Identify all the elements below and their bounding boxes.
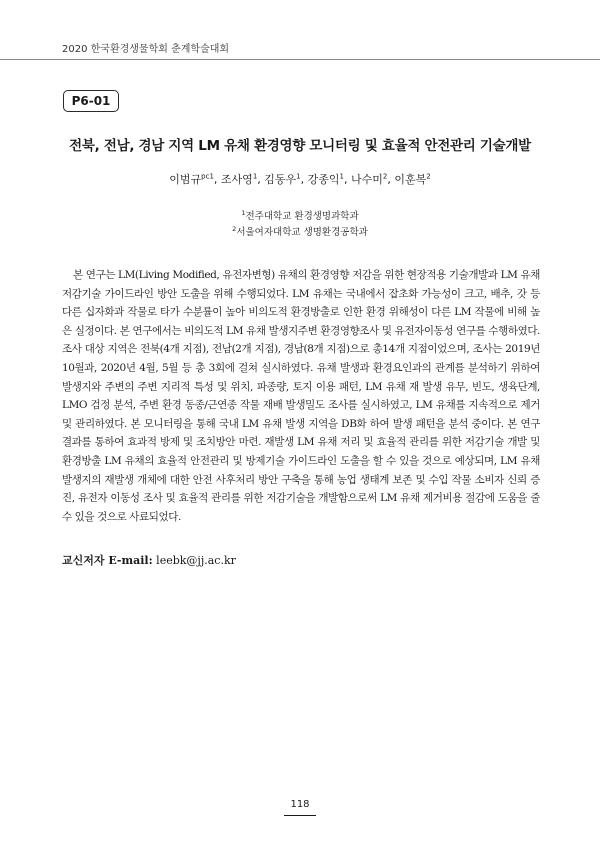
author-name: 나수미 xyxy=(351,173,383,186)
paper-title: 전북, 전남, 경남 지역 LM 유채 환경영향 모니터링 및 효율적 안전관리 기술개발 xyxy=(69,138,531,154)
author-separator: , xyxy=(257,173,265,186)
author-name: 이범규 xyxy=(169,173,202,186)
page-number: 118 xyxy=(290,799,310,810)
author-separator: , xyxy=(387,173,395,186)
affiliation-text: 서울여자대학교 생명환경공학과 xyxy=(236,227,368,238)
author-affiliation-marker: 2 xyxy=(382,172,388,181)
running-header: 2020 한국환경생물학회 춘계학술대회 xyxy=(62,44,230,55)
contact-email[interactable]: leebk@jj.ac.kr xyxy=(156,554,236,567)
header-divider xyxy=(0,59,600,60)
author-affiliation-marker: 1 xyxy=(339,172,344,181)
author-separator: , xyxy=(213,173,221,186)
author-affiliation-marker: pc1 xyxy=(201,172,214,181)
author-affiliation-marker: 2 xyxy=(426,172,431,181)
author-list xyxy=(0,171,600,187)
author-name: 김동우 xyxy=(264,173,297,186)
author-affiliation-marker: 1 xyxy=(296,172,301,181)
poster-number-badge: P6-01 xyxy=(63,90,119,112)
affiliation-2 xyxy=(0,224,600,238)
contact-label: 교신저자 E-mail: xyxy=(62,554,153,567)
abstract-body: 본 연구는 LM(Living Modified, 유전자변형) 유채의 환경영향 저감을 위한 현장적용 기술개발과 LM 유채 저감기술 가이드라인 방안 도출을 위해 수행되었다. LM 유채는 국내에서 잡초화 가능성이 크고, 배추, 갓 등 다른 십자화과 작물로 타가 수분률이 높아 비의도적 환경방출로 인한 환경 위해성이 다른 LM 작물에 비해 높은 실정이다. 본 연구에서는 비의도적 LM 유채 발생지주변 환경영향조사 및 유전자이동성 연구를 수행하였다. 조사 대상 지역은 전북(4개 지점), 전남(2개 지점), 경남(8개 지점)으로 총14개 지점이었으며, 조사는 2019년 10월과, 2020년 4월, 5월 등 총 3회에 걸쳐 실시하였다. 유채 발생과 환경요인과의 관계를 분석하기 위하여 발생지와 주변의 주변 지리적 특성 및 위치, 파종량, 토지 이용 패턴, LM 유채 재 발생 유무, 빈도, 생육단계, LMO 검정 분석, 주변 환경 동종/근연종 작물 재배 발생밀도 조사를 실시하였고, LM 유채를 지속적으로 제거 및 관리하였다. 본 모니터링을 통해 국내 LM 유채 발생 지역을 DB화 하여 발생 패턴을 분석 중이다. 본 연구 결과를 통하여 효과적 방제 및 조치방안 마련. 재발생 LM 유채 저리 및 효율적 관리를 위한 저감기술 개발 및 환경방출 LM 유채의 효율적 안전관리 및 방제기술 가이드라인 도출을 할 수 있을 것으로 예상되며, LM 유채 발생지의 재발생 개체에 대한 안전 사후처리 방안 구축을 통해 농업 생태계 보존 및 수입 작물 소비자 신뢰 증진, 유전자 이동성 조사 및 효율적 관리를 위한 저감기술을 개발함으로써 LM 유채 제거비용 절감에 도움을 줄 수 있을 것으로 사료되었다. xyxy=(62,269,540,523)
author-name: 이훈복 xyxy=(394,173,427,186)
author-separator: , xyxy=(300,173,308,186)
author-name: 조사영 xyxy=(220,173,253,186)
corresponding-author xyxy=(62,552,236,568)
affiliation-marker: 2 xyxy=(232,224,237,233)
affiliation-text: 전주대학교 환경생명과학과 xyxy=(245,211,359,222)
page-number-underline xyxy=(284,815,316,816)
author-affiliation-marker: 1 xyxy=(252,172,258,181)
author-name: 강종익 xyxy=(307,173,340,186)
affiliation-marker: 1 xyxy=(241,208,246,217)
author-separator: , xyxy=(344,173,351,186)
affiliation-1 xyxy=(0,208,600,222)
